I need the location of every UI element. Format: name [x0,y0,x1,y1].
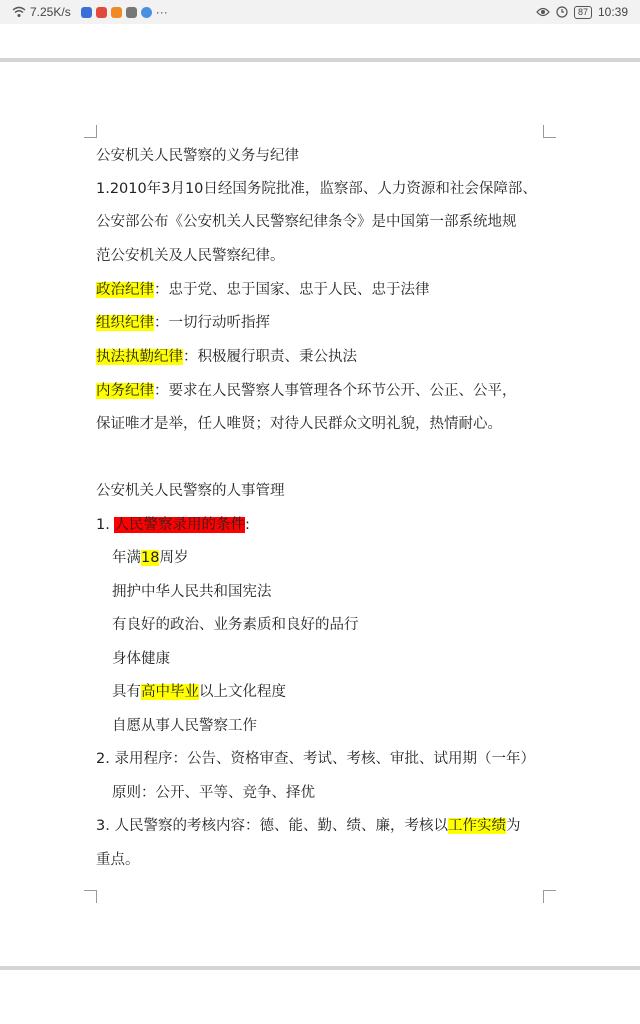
paragraph-line: 1.2010年3月10日经国务院批准，监察部、人力资源和社会保障部、 [96,181,537,197]
document-toolbar-area [0,24,640,58]
list-item [96,815,520,837]
app-notification-icon [81,7,92,18]
condition-item: 身体健康 [112,651,170,667]
discipline-text: ：积极履行职责、秉公执法 [183,349,357,365]
highlighted-term: 工作实绩 [447,818,506,834]
app-notification-icon [141,7,152,18]
paragraph-line: 公安部公布《公安机关人民警察纪律条令》是中国第一部系统地规 [96,214,517,230]
highlighted-term: 执法执勤纪律 [96,349,183,365]
page-corner-mark [84,890,97,903]
more-notifications-icon: ··· [155,5,168,19]
condition-item: 拥护中华人民共和国宪法 [112,584,272,600]
app-notification-icon [96,7,107,18]
condition-item [112,681,286,703]
app-notification-icon [126,7,137,18]
condition-text: 具有 [112,684,141,700]
highlighted-term: 人民警察录用的条件 [114,517,245,533]
list-text: 为 [505,818,521,834]
network-speed: 7.25K/s [30,5,71,19]
condition-text: 年满 [112,550,141,566]
discipline-text: ：忠于党、忠于国家、忠于人民、忠于法律 [154,282,430,298]
condition-text: 周岁 [159,550,189,566]
page-separator [0,966,640,970]
discipline-item [96,346,357,368]
clock: 10:39 [597,5,628,19]
list-number: 1. [96,517,115,533]
discipline-text: ：一切行动听指挥 [154,315,270,331]
paragraph-line: 保证唯才是举，任人唯贤；对待人民群众文明礼貌，热情耐心。 [96,416,502,432]
status-bar [0,0,640,24]
page-separator [0,58,640,62]
highlighted-term: 18 [141,550,160,566]
list-text: : [244,517,250,533]
page-corner-mark [543,125,556,138]
page-corner-mark [84,125,97,138]
highlighted-term: 组织纪律 [96,315,154,331]
condition-item: 有良好的政治、业务素质和良好的品行 [112,617,359,633]
highlighted-term: 政治纪律 [96,282,154,298]
list-sub-item: 原则：公开、平等、竞争、择优 [112,785,315,801]
discipline-text: ：要求在人民警察人事管理各个环节公开、公正、公平， [154,383,517,399]
wifi-icon [12,6,26,18]
discipline-item [96,312,270,334]
battery-icon: 87 [574,6,592,19]
eye-icon [536,7,550,17]
discipline-item [96,279,430,301]
paragraph-line: 重点。 [96,852,140,868]
paragraph-line: 范公安机关及人民警察纪律。 [96,248,285,264]
page-corner-mark [543,890,556,903]
condition-item [112,547,188,569]
highlighted-term: 内务纪律 [96,383,154,399]
section-title: 公安机关人民警察的人事管理 [96,483,285,499]
discipline-item [96,380,517,402]
highlighted-term: 高中毕业 [141,684,199,700]
list-item [96,514,250,536]
list-item: 2. 录用程序：公告、资格审查、考试、考核、审批、试用期（一年） [96,751,535,767]
list-text: 3. 人民警察的考核内容：德、能、勤、绩、廉，考核以 [96,818,448,834]
condition-item: 自愿从事人民警察工作 [112,718,257,734]
condition-text: 以上文化程度 [199,684,286,700]
app-notification-icon [111,7,122,18]
alarm-icon [556,6,568,18]
section-title: 公安机关人民警察的义务与纪律 [96,148,299,164]
